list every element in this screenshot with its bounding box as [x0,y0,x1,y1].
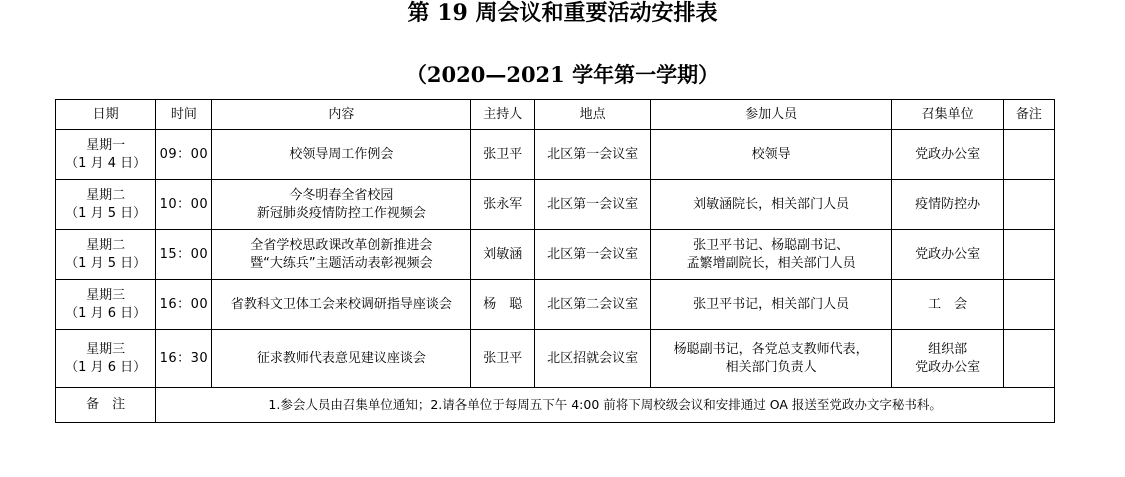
attendees-line: 张卫平书记，相关部门人员 [693,296,850,312]
attendees-cell [650,180,892,230]
calendar-date: （1 月 6 日） [65,305,147,321]
weekday: 星期三 [86,287,126,303]
content-line: 全省学校思政课改革创新推进会 [250,237,433,253]
header-remark: 备注 [1003,100,1054,130]
content-cell [212,180,471,230]
notes-row [56,388,1055,423]
content-cell [212,280,471,330]
host-cell: 张卫平 [471,330,535,388]
header-organizer: 召集单位 [892,100,1003,130]
remark-cell [1003,330,1054,388]
time-cell: 15：00 [156,230,212,280]
remark-cell [1003,130,1054,180]
content-cell [212,230,471,280]
organizer-cell [892,130,1003,180]
schedule-table [55,99,1055,423]
table-header-row [56,100,1055,130]
weekday: 星期三 [86,341,126,357]
remark-cell [1003,280,1054,330]
time-cell: 16：30 [156,330,212,388]
header-time: 时间 [156,100,212,130]
table-row [56,130,1055,180]
date-cell [56,180,156,230]
weekday: 星期一 [86,137,126,153]
page-title: 第 19 周会议和重要活动安排表 [407,0,718,26]
header-place: 地点 [535,100,650,130]
attendees-line: 孟繁增副院长，相关部门人员 [686,255,856,271]
time-cell: 10：00 [156,180,212,230]
header-date: 日期 [56,100,156,130]
content-cell [212,330,471,388]
table-row [56,330,1055,388]
page-subtitle: （2020—2021 学年第一学期） [405,62,720,87]
host-cell: 杨 聪 [471,280,535,330]
place-cell: 北区第二会议室 [535,280,650,330]
calendar-date: （1 月 6 日） [65,359,147,375]
weekday: 星期二 [86,187,126,203]
content-line: 校领导周工作例会 [289,146,394,162]
header-host: 主持人 [471,100,535,130]
organizer-line: 组织部 [928,341,968,357]
organizer-line: 党政办公室 [915,146,981,162]
attendees-line: 校领导 [751,146,791,162]
organizer-cell [892,280,1003,330]
attendees-line: 相关部门负责人 [725,359,817,375]
notes-label: 备 注 [56,388,156,423]
attendees-line: 张卫平书记、杨聪副书记、 [693,237,850,253]
host-cell: 张永军 [471,180,535,230]
attendees-line: 杨聪副书记，各党总支教师代表， [673,341,869,357]
organizer-cell [892,180,1003,230]
place-cell: 北区第一会议室 [535,230,650,280]
remark-cell [1003,180,1054,230]
organizer-cell [892,230,1003,280]
time-cell: 09：00 [156,130,212,180]
date-cell [56,230,156,280]
calendar-date: （1 月 5 日） [65,255,147,271]
remark-cell [1003,230,1054,280]
table-row [56,180,1055,230]
organizer-cell [892,330,1003,388]
content-cell [212,130,471,180]
header-attendees: 参加人员 [650,100,892,130]
attendees-cell [650,130,892,180]
place-cell: 北区招就会议室 [535,330,650,388]
organizer-line: 党政办公室 [915,246,981,262]
host-cell: 刘敏涵 [471,230,535,280]
date-cell [56,280,156,330]
place-cell: 北区第一会议室 [535,180,650,230]
content-line: 暨“大练兵”主题活动表彰视频会 [250,255,433,271]
content-line: 今冬明春全省校园 [289,187,394,203]
weekday: 星期二 [86,237,126,253]
date-cell [56,330,156,388]
place-cell: 北区第一会议室 [535,130,650,180]
attendees-cell [650,280,892,330]
time-cell: 16：00 [156,280,212,330]
table-row [56,230,1055,280]
header-content: 内容 [212,100,471,130]
table-row [56,280,1055,330]
content-line: 省教科文卫体工会来校调研指导座谈会 [230,296,452,312]
host-cell: 张卫平 [471,130,535,180]
calendar-date: （1 月 5 日） [65,205,147,221]
content-line: 新冠肺炎疫情防控工作视频会 [256,205,426,221]
calendar-date: （1 月 4 日） [65,155,147,171]
notes-text: 1.参会人员由召集单位通知；2.请各单位于每周五下午 4:00 前将下周校级会议和安排通过 OA 报送至党政办文字秘书科。 [156,388,1055,423]
content-line: 征求教师代表意见建议座谈会 [256,350,426,366]
date-cell [56,130,156,180]
organizer-line: 党政办公室 [915,359,981,375]
organizer-line: 工 会 [928,296,968,312]
attendees-line: 刘敏涵院长，相关部门人员 [693,196,850,212]
attendees-cell [650,330,892,388]
attendees-cell [650,230,892,280]
organizer-line: 疫情防控办 [915,196,981,212]
